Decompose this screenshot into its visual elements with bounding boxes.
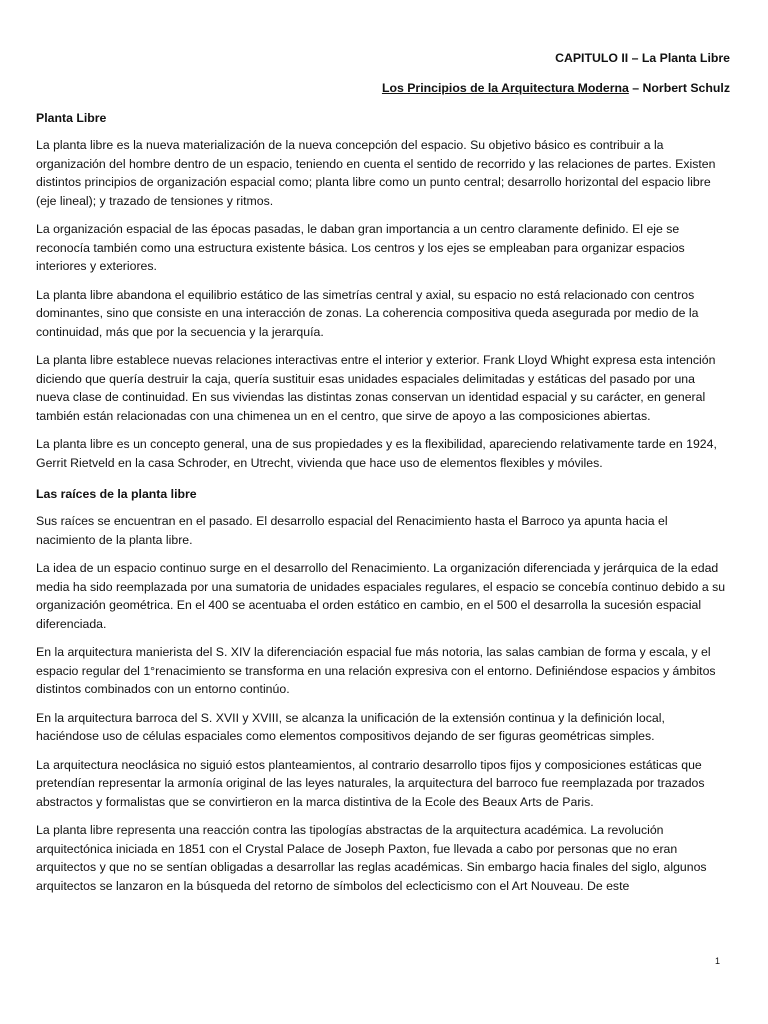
paragraph: La planta libre es la nueva materialización de la nueva concepción del espacio. Su objetivo básico es contribuir a la organización del hombre dentro de un espacio, teniendo en cuenta el sentido de recorrido y las relaciones de partes. Existen distintos principios de organización espacial como; planta libre como un punto central; desarrollo horizontal del espacio libre (eje lineal); y trazado de tensiones y ritmos.: [36, 138, 716, 208]
paragraph: En la arquitectura barroca del S. XVII y XVIII, se alcanza la unificación de la extensión continua y la definición local, haciéndose uso de células espaciales como elementos compositivos dejando de ser figuras geométricas simples.: [36, 710, 665, 743]
paragraph: La organización espacial de las épocas pasadas, le daban gran importancia a un centro claramente definido. El eje se reconocía también como una estructura existente básica. Los centros y los ejes se empleaban para organizar espacios interiores y exteriores.: [36, 222, 685, 273]
book-title: Los Principios de la Arquitectura Moderna: [381, 81, 629, 95]
author-name: Norbert Schulz: [642, 81, 730, 95]
paragraph: La planta libre representa una reacción contra las tipologías abstractas de la arquitectura académica. La revolución arquitectónica iniciada en 1851 con el Crystal Palace de Joseph Paxton, fue llevada a cabo por personas que no eran arquitectos y que no se sentían obligadas a desarrollar las reglas académicas. Sin embargo hacia finales del siglo, algunos arquitectos se lanzaron en la búsqueda del retorno de símbolos del eclecticismo con el Art Nouveau. De este: [36, 823, 707, 893]
section-heading: Planta Libre: [36, 111, 107, 125]
chapter-title: CAPITULO II – La Planta Libre: [555, 51, 730, 65]
citation-separator: –: [628, 81, 643, 95]
paragraph: La planta libre abandona el equilibrio estático de las simetrías central y axial, su espacio no está relacionado con centros dominantes, sino que consiste en una interacción de zonas. La coherencia compositiva queda asegurada por medio de la continuidad, más que por la secuencia y la jerarquía.: [36, 287, 699, 339]
paragraph: Sus raíces se encuentran en el pasado. El desarrollo espacial del Renacimiento hasta el Barroco ya apunta hacia el nacimiento de la planta libre.: [36, 514, 668, 547]
paragraph: La idea de un espacio continuo surge en el desarrollo del Renacimiento. La organización diferenciada y jerárquica de la edad media ha sido reemplazada por una sumatoria de unidades espaciales regulares, el espacio se concebía continuo debido a su organización geométrica. En el 400 se acentuaba el orden estático en cambio, en el 500 el desarrolla la sucesión espacial diferenciada.: [36, 561, 726, 631]
document-header: [36, 50, 730, 96]
section-raices: [36, 486, 730, 895]
paragraph: La planta libre establece nuevas relaciones interactivas entre el interior y exterior. Frank Lloyd Whight expresa esta intención diciendo que quería destruir la caja, quería sustituir esas unidades espaciales delimitadas y estáticas del pasado por una nueva clase de continuidad. En sus viviendas las distintas zonas conservan un identidad espacial y su carácter, en general también están relacionadas con una chimenea un en el centro, que sirve de apoyo a las composiciones abiertas.: [36, 353, 716, 423]
paragraph: La planta libre es un concepto general, una de sus propiedades y es la flexibilidad, apareciendo relativamente tarde en 1924, Gerrit Rietveld en la casa Schroder, en Utrecht, vivienda que hace uso de elementos flexibles y móviles.: [36, 437, 717, 470]
section-heading: Las raíces de la planta libre: [36, 487, 197, 501]
section-planta-libre: [36, 110, 730, 472]
source-citation: [36, 80, 730, 96]
paragraph: En la arquitectura manierista del S. XIV la diferenciación espacial fue más notoria, las salas cambian de forma y escala, y el espacio regular del 1°renacimiento se transforma en una relación expresiva con el entorno. Definiéndose espacios y ámbitos distintos combinados con un entorno continúo.: [36, 645, 716, 696]
paragraph: La arquitectura neoclásica no siguió estos planteamientos, al contrario desarrollo tipos fijos y composiciones estáticas que pretendían representar la armonía original de las leyes naturales, la arquitectura del barroco fue reemplazada por trazados abstractos y formalistas que se convirtieron en la marca distintiva de la Ecole des Beaux Arts de Paris.: [36, 757, 705, 809]
page-number: 1: [714, 956, 720, 966]
